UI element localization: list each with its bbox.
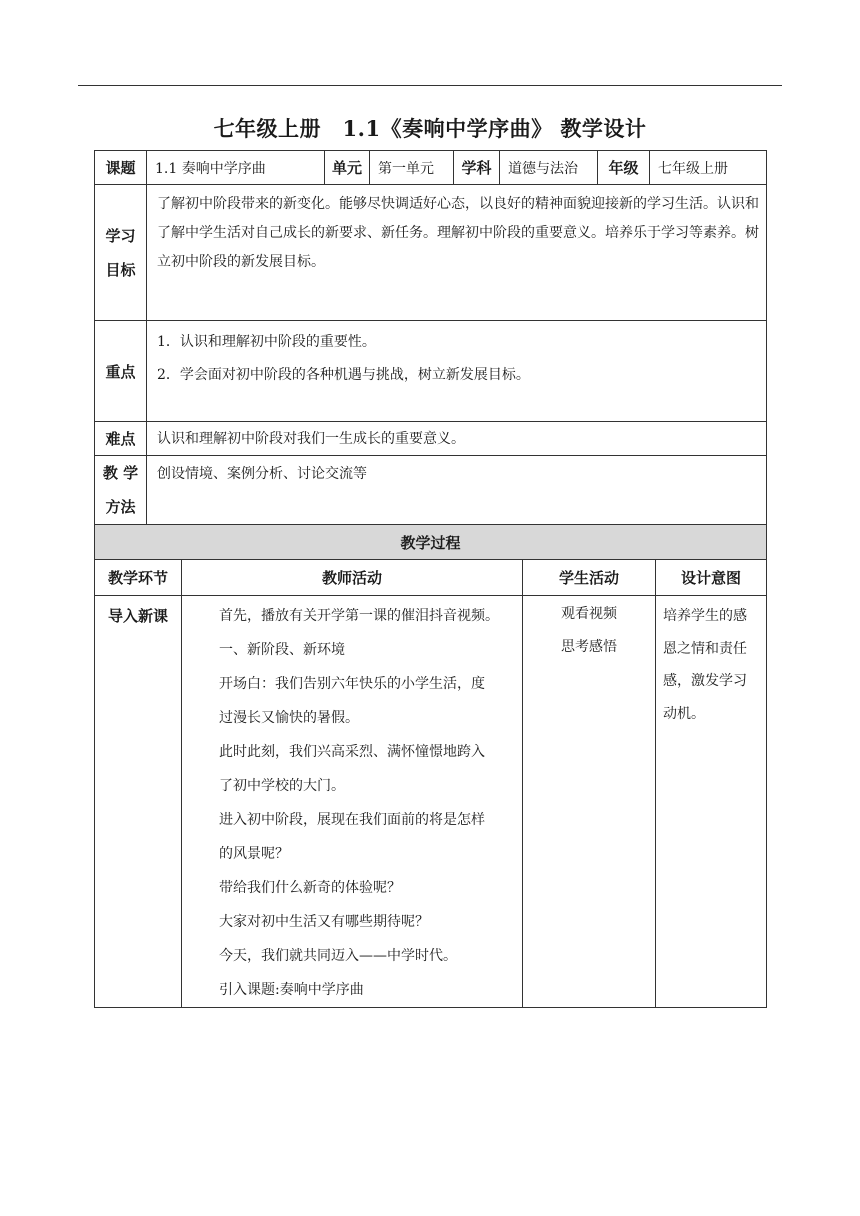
process-row xyxy=(95,596,767,1008)
process-heading-row xyxy=(95,525,767,560)
lesson-info-table xyxy=(94,150,767,525)
unit-value: 第一单元 xyxy=(370,151,454,185)
method-text: 创设情境、案例分析、讨论交流等 xyxy=(147,456,767,525)
student-activity-line: 思考感悟 xyxy=(561,639,617,655)
stage-label: 导入新课 xyxy=(95,596,182,1008)
student-activity-line: 观看视频 xyxy=(561,606,617,622)
column-header: 设计意图 xyxy=(656,560,767,596)
teacher-activity-line: 引入课题:奏响中学序曲 xyxy=(219,982,364,998)
column-header: 教师活动 xyxy=(182,560,523,596)
topic-label: 课题 xyxy=(95,151,147,185)
topic-value: 1.1 奏响中学序曲 xyxy=(147,151,325,185)
teacher-activity-line: 的风景呢？ xyxy=(219,846,289,862)
teacher-activity-line: 进入初中阶段，展现在我们面前的将是怎样 xyxy=(219,812,485,828)
difficulty-label: 难点 xyxy=(95,422,147,456)
teacher-activity-line: 带给我们什么新奇的体验呢？ xyxy=(219,880,401,896)
difficulty-row xyxy=(95,422,767,456)
objectives-text: 了解初中阶段带来的新变化。能够尽快调适好心态，以良好的精神面貌迎接新的学习生活。认识和了解中学生活对自己成长的新要求、新任务。理解初中阶段的重要意义。培养乐于学习等素养。树立初中阶段的新发展目标。 xyxy=(147,185,767,321)
column-header: 学生活动 xyxy=(523,560,656,596)
teacher-activity-line: 此时此刻，我们兴高采烈、满怀憧憬地跨入 xyxy=(219,744,485,760)
teacher-activity-line: 今天，我们就共同迈入——中学时代。 xyxy=(219,948,457,964)
teaching-process-table xyxy=(94,524,767,1008)
grade-value: 七年级上册 xyxy=(650,151,767,185)
key-point-item: 2．学会面对初中阶段的各种机遇与挑战，树立新发展目标。 xyxy=(157,367,530,383)
teacher-activity-line: 开场白：我们告别六年快乐的小学生活，度 xyxy=(219,676,485,692)
teacher-activity-line: 一、新阶段、新环境 xyxy=(219,642,345,658)
grade-label: 年级 xyxy=(598,151,650,185)
method-row xyxy=(95,456,767,525)
design-intent: 培养学生的感恩之情和责任感，激发学习动机。 xyxy=(656,596,767,1008)
student-activity xyxy=(523,596,656,1008)
teacher-activity-line: 大家对初中生活又有哪些期待呢？ xyxy=(219,914,429,930)
process-heading: 教学过程 xyxy=(95,525,767,560)
method-label: 教 学 方法 xyxy=(95,456,147,525)
subject-value: 道德与法治 xyxy=(500,151,598,185)
objectives-row xyxy=(95,185,767,321)
column-header: 教学环节 xyxy=(95,560,182,596)
key-point-item: 1．认识和理解初中阶段的重要性。 xyxy=(157,334,376,350)
difficulty-text: 认识和理解初中阶段对我们一生成长的重要意义。 xyxy=(147,422,767,456)
key-points-list xyxy=(147,321,767,422)
key-points-label: 重点 xyxy=(95,321,147,422)
teacher-activity-line: 首先，播放有关开学第一课的催泪抖音视频。 xyxy=(219,608,499,624)
subject-label: 学科 xyxy=(454,151,500,185)
teacher-activity-line: 了初中学校的大门。 xyxy=(219,778,345,794)
key-points-row xyxy=(95,321,767,422)
topic-row xyxy=(95,151,767,185)
document-title: 七年级上册 1.1《奏响中学序曲》 教学设计 xyxy=(213,116,647,141)
teacher-activity-line: 过漫长又愉快的暑假。 xyxy=(219,710,359,726)
teacher-activity xyxy=(182,596,523,1008)
objectives-label: 学习 目标 xyxy=(95,185,147,321)
header-rule xyxy=(78,85,782,86)
process-header-row xyxy=(95,560,767,596)
unit-label: 单元 xyxy=(325,151,370,185)
